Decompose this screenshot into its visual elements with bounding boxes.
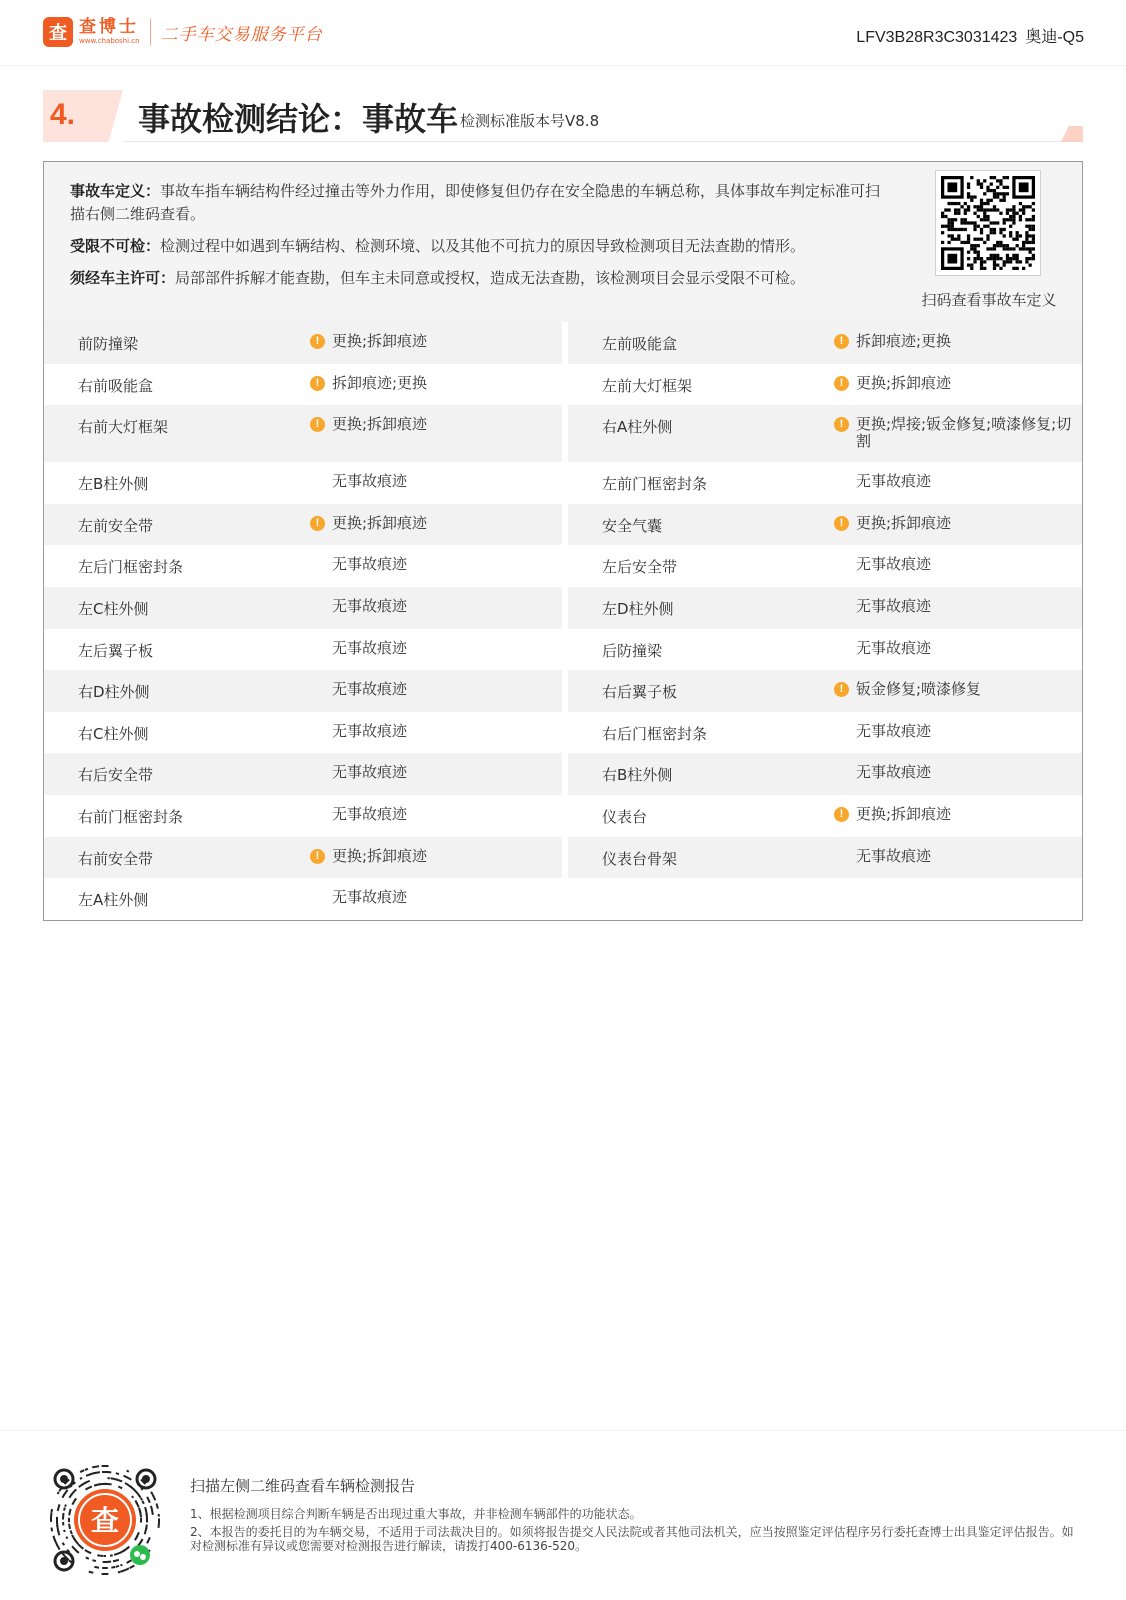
item-name: 右前吸能盒 [78,376,154,395]
warning-icon: ! [310,334,325,349]
table-row [44,629,1082,671]
item-status: 无事故痕迹 [332,596,408,615]
warning-icon: ! [834,516,849,531]
accident-definition-label: 事故车定义： [70,182,161,200]
item-name: 左后安全带 [602,558,678,577]
qr-caption: 扫码查看事故车定义 [921,291,1057,309]
item-name: 右后翼子板 [602,683,678,702]
logo-text [79,19,140,45]
inspection-item [564,504,1082,546]
limited-definition-text: 检测过程中如遇到车辆结构、检测环境、以及其他不可抗力的原因导致检测项目无法查勘的情形。 [160,237,806,255]
table-row [44,504,1082,546]
item-status: 无事故痕迹 [856,596,932,615]
logo-divider [150,19,151,45]
inspection-item [44,364,562,406]
item-status: 无事故痕迹 [332,555,408,574]
warning-icon: ! [834,376,849,391]
inspection-item [564,878,1082,920]
inspection-item [44,322,562,364]
logo-url: www.chaboshi.cn [79,37,140,45]
item-name: 右C柱外侧 [78,724,149,743]
table-row [44,405,1082,462]
inspection-item [44,405,562,462]
vehicle-model: 奥迪-Q5 [1025,29,1084,46]
item-status: 无事故痕迹 [332,638,408,657]
limited-definition-label: 受限不可检： [70,237,161,255]
footer-title: 扫描左侧二维码查看车辆检测报告 [190,1477,416,1495]
item-name: 左前安全带 [78,516,154,535]
item-name: 左后门框密封条 [78,558,184,577]
item-name: 仪表台 [602,807,648,826]
inspection-items-table [44,322,1082,920]
page-header [0,0,1126,66]
inspection-item [44,545,562,587]
item-status: 无事故痕迹 [332,721,408,740]
item-status: 更换;焊接;钣金修复;喷漆修复;切割 [856,415,1072,451]
item-name: 右A柱外侧 [602,418,673,437]
item-status: 无事故痕迹 [332,888,408,907]
warning-icon: ! [310,376,325,391]
footer-note-1: 1、根据检测项目综合判断车辆是否出现过重大事故，并非检测车辆部件的功能状态。 [190,1507,642,1521]
inspection-item [564,462,1082,504]
item-status: 更换;拆卸痕迹 [332,332,428,350]
inspection-item [564,587,1082,629]
inspection-item [44,795,562,837]
item-name: 左C柱外侧 [78,599,149,618]
inspection-item [564,753,1082,795]
item-name: 前防撞梁 [78,335,139,353]
inspection-item [564,405,1082,462]
item-name: 后防撞梁 [602,641,663,660]
item-status: 无事故痕迹 [332,804,408,823]
section-number: 4. [50,98,76,131]
item-status: 无事故痕迹 [332,763,408,782]
inspection-item [44,670,562,712]
permit-definition-label: 须经车主许可： [70,269,176,287]
section-heading: 事故检测结论：事故车 [138,100,459,138]
item-name: 右D柱外侧 [78,683,150,702]
item-status: 无事故痕迹 [856,472,932,491]
item-status: 更换;拆卸痕迹 [856,804,952,823]
table-row [44,837,1082,879]
table-row [44,712,1082,754]
vin-number: LFV3B28R3C3031423 [856,29,1018,46]
table-row [44,878,1082,920]
item-status: 拆卸痕迹;更换 [332,373,428,392]
item-status: 更换;拆卸痕迹 [332,513,428,532]
item-status: 拆卸痕迹;更换 [856,332,952,350]
item-name: 左前吸能盒 [602,335,678,353]
inspection-item [44,712,562,754]
inspection-item [44,837,562,879]
inspection-item [564,629,1082,671]
item-name: 安全气囊 [602,516,663,535]
item-status: 无事故痕迹 [332,472,408,491]
svg-text:查: 查 [90,1504,120,1537]
item-status: 更换;拆卸痕迹 [856,513,952,532]
inspection-item [564,837,1082,879]
warning-icon: ! [310,516,325,531]
warning-icon: ! [834,334,849,349]
item-name: 左前门框密封条 [602,475,708,494]
inspection-item [44,462,562,504]
inspection-item [44,587,562,629]
item-name: 仪表台骨架 [602,849,678,868]
item-name: 左后翼子板 [78,641,154,660]
section-corner-accent [1061,126,1083,142]
inspection-item [564,670,1082,712]
table-row [44,670,1082,712]
accident-definition-text: 事故车指车辆结构件经过撞击等外力作用，即使修复但仍存在安全隐患的车辆总称，具体事故车判定标准可扫描右侧二维码查看。 [70,182,881,223]
table-row [44,587,1082,629]
item-name: 右B柱外侧 [602,766,673,785]
inspection-item [564,364,1082,406]
item-status: 无事故痕迹 [856,638,932,657]
warning-icon: ! [310,849,325,864]
report-mini-program-code[interactable] [44,1459,166,1581]
logo-mark-icon: 查 [43,17,73,47]
vehicle-id [848,24,1084,47]
item-name: 左前大灯框架 [602,376,693,395]
warning-icon: ! [834,682,849,697]
item-name: 左B柱外侧 [78,475,149,494]
warning-icon: ! [834,417,849,432]
table-row [44,753,1082,795]
inspection-item [564,712,1082,754]
item-name: 右前安全带 [78,849,154,868]
section-underline [123,141,1078,142]
inspection-item [564,322,1082,364]
item-status: 钣金修复;喷漆修复 [856,680,982,699]
table-row [44,364,1082,406]
item-status: 无事故痕迹 [856,555,932,574]
definition-area [44,162,1082,322]
inspection-item [44,878,562,920]
item-name: 右前大灯框架 [78,418,169,437]
standard-version: 检测标准版本号V8.8 [460,112,600,130]
definition-text [70,180,890,299]
footer-note-2: 2、本报告的委托目的为车辆交易，不适用于司法裁决目的。如须将报告提交人民法院或者其他司法机关，应当按照鉴定评估程序另行委托查博士出具鉴定评估报告。如对检测标准有异议或您需要对检测报告进行解读，请拨打400-6136-520。 [190,1525,1074,1553]
item-name: 右前门框密封条 [78,807,184,826]
table-row [44,462,1082,504]
item-status: 无事故痕迹 [856,721,932,740]
inspection-item [564,795,1082,837]
qr-code-icon [941,176,1035,270]
inspection-item [564,545,1082,587]
brand-logo [43,17,323,47]
item-status: 无事故痕迹 [856,846,932,865]
item-name: 右后门框密封条 [602,724,708,743]
logo-name: 查博士 [79,17,139,37]
logo-slogan: 二手车交易服务平台 [160,24,323,45]
mini-program-code-icon [44,1459,166,1581]
table-row [44,545,1082,587]
item-status: 无事故痕迹 [856,763,932,782]
inspection-item [44,504,562,546]
section-title [43,90,1083,142]
table-row [44,795,1082,837]
inspection-item [44,753,562,795]
definition-qr-code[interactable] [935,170,1041,276]
permit-definition [70,267,890,290]
page-footer [0,1430,1126,1600]
warning-icon: ! [310,417,325,432]
item-status: 更换;拆卸痕迹 [332,415,428,434]
accident-result-panel [43,161,1083,921]
item-status: 无事故痕迹 [332,680,408,699]
item-name: 左D柱外侧 [602,599,674,618]
item-status: 更换;拆卸痕迹 [332,846,428,865]
warning-icon: ! [834,807,849,822]
accident-definition [70,180,890,226]
item-status: 更换;拆卸痕迹 [856,373,952,392]
table-row [44,322,1082,364]
item-name: 左A柱外侧 [78,891,149,910]
limited-definition [70,235,890,258]
permit-definition-text: 局部部件拆解才能查勘，但车主未同意或授权，造成无法查勘，该检测项目会显示受限不可检。 [175,269,806,287]
inspection-item [44,629,562,671]
item-name: 右后安全带 [78,766,154,785]
